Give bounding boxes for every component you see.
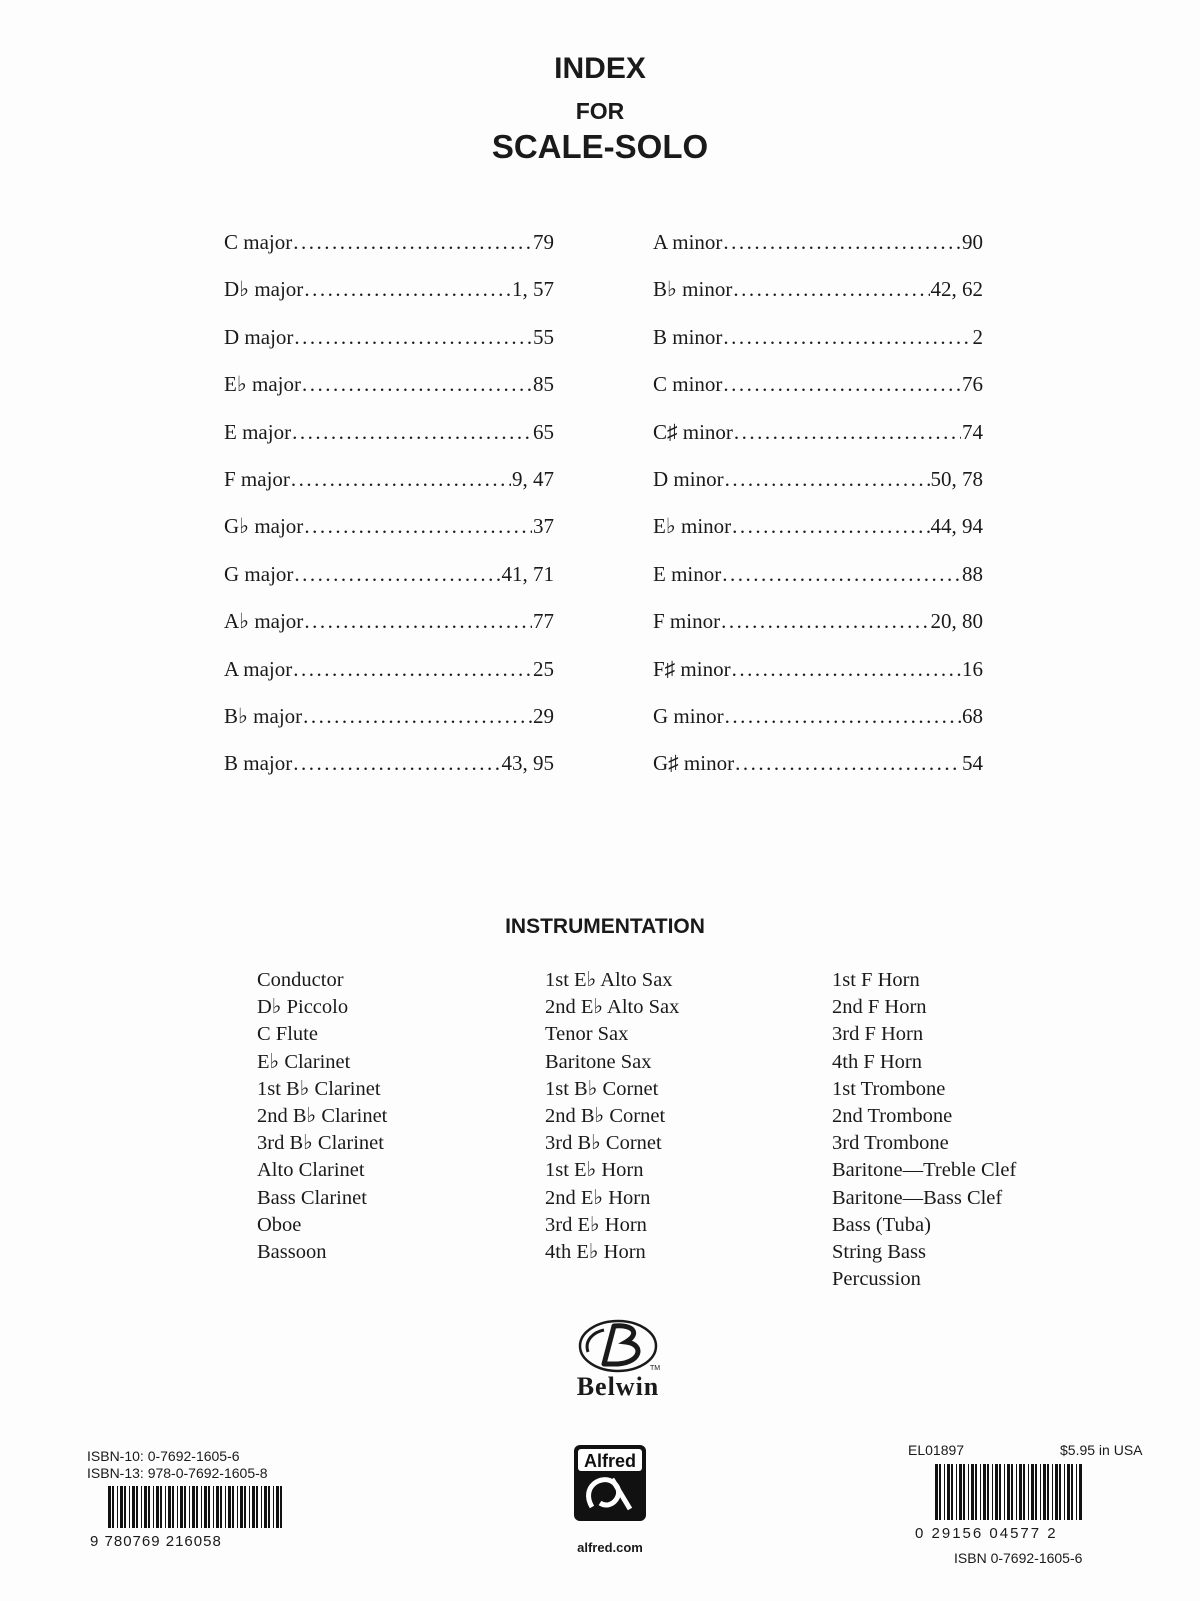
dot-leader <box>725 467 930 492</box>
index-page-numbers: 20, 80 <box>930 609 983 634</box>
catalog-number: EL01897 <box>908 1442 965 1458</box>
dot-leader <box>732 657 961 682</box>
instrument-part: 3rd B♭ Cornet <box>545 1132 662 1155</box>
instrument-part: Percussion <box>832 1268 921 1291</box>
belwin-logo <box>560 1318 676 1404</box>
instrument-part: 3rd F Horn <box>832 1023 924 1046</box>
index-key: E minor <box>653 561 722 586</box>
index-entry <box>224 657 554 704</box>
index-key: C major <box>224 230 293 254</box>
dot-leader <box>293 230 532 255</box>
index-key: G minor <box>653 703 724 728</box>
index-page-numbers: 2 <box>972 324 983 349</box>
isbn-13: ISBN-13: 978-0-7692-1605-8 <box>87 1465 268 1481</box>
index-entry <box>224 467 554 514</box>
index-key: B♭ minor <box>653 277 733 302</box>
instrument-part: Baritone Sax <box>545 1050 652 1073</box>
index-key: G♯ minor <box>653 751 735 776</box>
index-page-numbers: 68 <box>962 703 983 728</box>
index-page-numbers: 41, 71 <box>501 561 554 586</box>
belwin-tm-mark: TM <box>650 1365 661 1372</box>
instrument-part: String Bass <box>832 1241 926 1264</box>
isbn-footer: ISBN 0-7692-1605-6 <box>954 1550 1083 1566</box>
instrument-part: C Flute <box>257 1023 318 1046</box>
alfred-wordmark: Alfred <box>583 1451 637 1471</box>
instrument-part: Tenor Sax <box>545 1023 629 1046</box>
index-key: F minor <box>653 609 721 634</box>
index-page-numbers: 90 <box>962 230 983 254</box>
alfred-website-link[interactable]: alfred.com <box>577 1540 643 1555</box>
index-key: E major <box>224 419 292 444</box>
instrument-part: Bassoon <box>257 1241 327 1264</box>
dot-leader <box>734 420 961 445</box>
index-page-numbers: 79 <box>533 230 554 254</box>
price: $5.95 in USA <box>1060 1442 1143 1458</box>
index-page-numbers: 1, 57 <box>512 277 554 302</box>
isbn-10: ISBN-10: 0-7692-1605-6 <box>87 1448 240 1464</box>
index-entry <box>653 704 983 751</box>
dot-leader <box>293 751 500 776</box>
index-entry <box>224 751 554 798</box>
dot-leader <box>304 514 532 539</box>
index-key: B♭ major <box>224 703 303 728</box>
instrument-part: 1st B♭ Clarinet <box>257 1077 381 1100</box>
dot-leader <box>294 562 500 587</box>
dot-leader <box>723 230 961 255</box>
instrument-part: 1st F Horn <box>832 969 920 991</box>
upc-barcode-bars-icon <box>935 1464 1085 1520</box>
dot-leader <box>302 372 532 397</box>
dot-leader <box>293 657 532 682</box>
index-key: D major <box>224 324 294 349</box>
instrument-part: 3rd Trombone <box>832 1132 949 1155</box>
index-entry <box>653 325 983 372</box>
index-entry <box>224 277 554 324</box>
index-page-numbers: 50, 78 <box>930 466 983 491</box>
belwin-b-emblem-icon <box>574 1318 664 1374</box>
instrumentation-column-2 <box>545 967 679 1266</box>
index-subtitle-scale-solo: SCALE-SOLO <box>491 128 709 165</box>
index-key: F major <box>224 466 290 491</box>
instrument-part: 2nd Trombone <box>832 1105 953 1128</box>
instrument-part: 4th F Horn <box>832 1050 922 1073</box>
index-entry <box>653 514 983 561</box>
isbn-barcode <box>90 1486 284 1550</box>
dot-leader <box>294 325 532 350</box>
dot-leader <box>303 704 532 729</box>
index-page-numbers: 54 <box>962 751 983 776</box>
index-page-numbers: 25 <box>533 656 554 681</box>
index-entry <box>224 372 554 419</box>
dot-leader <box>304 277 511 302</box>
index-entry <box>653 657 983 704</box>
index-key: B minor <box>653 324 723 349</box>
index-entry <box>224 562 554 609</box>
dot-leader <box>291 467 511 492</box>
index-entry <box>653 230 983 277</box>
index-entry <box>224 609 554 656</box>
index-page-numbers: 55 <box>533 324 554 349</box>
isbn-barcode-bars-icon <box>108 1486 284 1528</box>
upc-barcode <box>915 1464 1085 1542</box>
index-key: A♭ major <box>224 609 304 634</box>
index-page-numbers: 74 <box>962 419 983 444</box>
instrument-part: Conductor <box>257 969 344 991</box>
index-page-numbers: 43, 95 <box>501 751 554 776</box>
index-key: A minor <box>653 230 723 254</box>
instrument-part: E♭ Clarinet <box>257 1050 351 1073</box>
instrument-part: Baritone—Treble Clef <box>832 1159 1017 1182</box>
instrument-part: 1st E♭ Alto Sax <box>545 969 673 991</box>
index-entry <box>224 420 554 467</box>
index-page-numbers: 77 <box>533 609 554 634</box>
instrument-part: Baritone—Bass Clef <box>832 1186 1003 1209</box>
index-entry <box>653 751 983 798</box>
index-page-numbers: 65 <box>533 419 554 444</box>
index-entry <box>653 420 983 467</box>
index-key: E♭ major <box>224 372 301 397</box>
index-entry <box>224 514 554 561</box>
instrument-part: Oboe <box>257 1213 302 1236</box>
instrument-part: 1st E♭ Horn <box>545 1159 644 1182</box>
upc-barcode-digits: 0 29156 04577 2 <box>915 1525 1058 1542</box>
dot-leader <box>721 609 929 634</box>
dot-leader <box>735 751 961 776</box>
dot-leader <box>732 514 929 539</box>
instrumentation-heading: INSTRUMENTATION <box>505 915 705 938</box>
index-entry <box>653 277 983 324</box>
index-page-numbers: 88 <box>962 561 983 586</box>
instrument-part: 1st B♭ Cornet <box>545 1077 659 1100</box>
isbn-barcode-digits: 9 780769 216058 <box>90 1533 222 1550</box>
instrument-part: Alto Clarinet <box>257 1159 365 1182</box>
index-entry <box>224 704 554 751</box>
index-title: INDEX <box>554 52 646 85</box>
instrument-part: 3rd E♭ Horn <box>545 1213 647 1236</box>
index-key: C minor <box>653 372 723 397</box>
dot-leader <box>725 704 961 729</box>
index-page-numbers: 16 <box>962 656 983 681</box>
index-key: E♭ minor <box>653 514 732 539</box>
instrument-part: 2nd B♭ Clarinet <box>257 1105 388 1128</box>
index-page-numbers: 42, 62 <box>930 277 983 302</box>
index-key: C♯ minor <box>653 419 733 444</box>
index-entry <box>224 325 554 372</box>
alfred-logo-icon <box>572 1443 648 1523</box>
dot-leader <box>292 420 532 445</box>
index-page-numbers: 44, 94 <box>930 514 983 539</box>
index-page-numbers: 85 <box>533 372 554 397</box>
index-key: F♯ minor <box>653 656 731 681</box>
index-key: B major <box>224 751 293 776</box>
index-entry <box>653 562 983 609</box>
instrument-part: 2nd B♭ Cornet <box>545 1105 666 1128</box>
index-page-numbers: 37 <box>533 514 554 539</box>
index-key: D♭ major <box>224 277 304 302</box>
belwin-wordmark: Belwin <box>576 1372 660 1401</box>
index-page-numbers: 9, 47 <box>512 466 554 491</box>
index-key: G major <box>224 561 294 586</box>
index-subtitle-for: FOR <box>575 98 625 124</box>
instrument-part: 1st Trombone <box>832 1077 946 1100</box>
index-page-numbers: 76 <box>962 372 983 397</box>
instrument-part: Bass (Tuba) <box>832 1213 931 1236</box>
dot-leader <box>723 372 961 397</box>
index-entry <box>653 467 983 514</box>
minor-keys-index <box>653 230 983 799</box>
index-entry <box>653 609 983 656</box>
isbn-block <box>87 1448 268 1482</box>
dot-leader <box>733 277 929 302</box>
instrument-part: D♭ Piccolo <box>257 996 349 1019</box>
index-key: G♭ major <box>224 514 304 539</box>
dot-leader <box>722 562 961 587</box>
index-entry <box>224 230 554 277</box>
index-entry <box>653 372 983 419</box>
instrument-part: Bass Clarinet <box>257 1186 367 1209</box>
dot-leader <box>723 325 971 350</box>
instrument-part: 2nd E♭ Alto Sax <box>545 996 680 1019</box>
instrument-part: 2nd E♭ Horn <box>545 1186 651 1209</box>
index-page-numbers: 29 <box>533 703 554 728</box>
instrumentation-column-3 <box>832 967 1016 1293</box>
instrumentation-column-1 <box>257 967 387 1266</box>
dot-leader <box>304 609 532 634</box>
instrument-part: 2nd F Horn <box>832 996 927 1019</box>
instrument-part: 4th E♭ Horn <box>545 1241 646 1264</box>
index-key: A major <box>224 656 293 681</box>
instrument-part: 3rd B♭ Clarinet <box>257 1132 384 1155</box>
index-key: D minor <box>653 466 724 491</box>
major-keys-index <box>224 230 554 799</box>
